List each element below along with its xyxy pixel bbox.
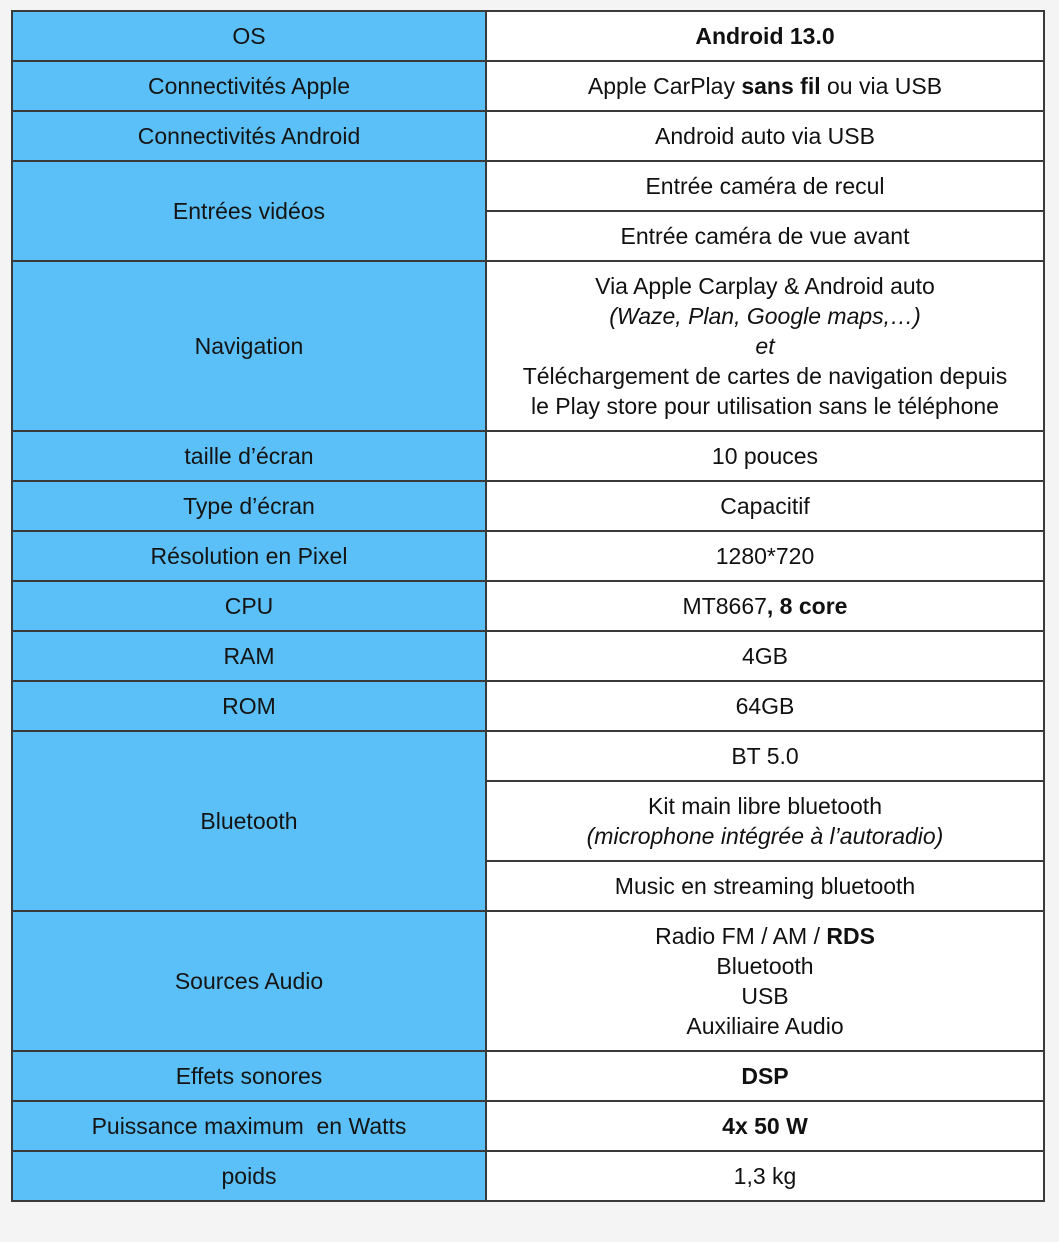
table-row	[12, 1101, 1044, 1151]
table-row	[12, 911, 1044, 1051]
table-row	[12, 1051, 1044, 1101]
spec-value-bluetooth-3: Music en streaming bluetooth	[486, 861, 1044, 911]
spec-label-weight: poids	[12, 1151, 486, 1201]
spec-label-cpu: CPU	[12, 581, 486, 631]
spec-label-ram: RAM	[12, 631, 486, 681]
spec-value-audio	[486, 911, 1044, 1051]
spec-label-android: Connectivités Android	[12, 111, 486, 161]
table-row	[12, 431, 1044, 481]
spec-label-rom: ROM	[12, 681, 486, 731]
spec-label-bluetooth: Bluetooth	[12, 731, 486, 911]
audio-line-4: Auxiliaire Audio	[686, 1013, 844, 1039]
table-row	[12, 531, 1044, 581]
audio-line-1	[495, 921, 1035, 951]
table-row	[12, 631, 1044, 681]
spec-value-navigation	[486, 261, 1044, 431]
spec-value-video-1: Entrée caméra de recul	[486, 161, 1044, 211]
table-row	[12, 481, 1044, 531]
navigation-line-4: Téléchargement de cartes de navigation depuis	[522, 363, 1008, 389]
table-row	[12, 1151, 1044, 1201]
spec-value-android: Android auto via USB	[486, 111, 1044, 161]
spec-value-bluetooth-2	[486, 781, 1044, 861]
table-row	[12, 11, 1044, 61]
spec-label-screen-size: taille d’écran	[12, 431, 486, 481]
table-row	[12, 681, 1044, 731]
navigation-line-5: le Play store pour utilisation sans le téléphone	[531, 393, 999, 419]
table-row	[12, 261, 1044, 431]
bluetooth-handsfree-line: Kit main libre bluetooth	[648, 793, 882, 819]
spec-value-cpu	[486, 581, 1044, 631]
apple-value-end: ou via USB	[820, 73, 943, 99]
spec-label-power: Puissance maximum en Watts	[12, 1101, 486, 1151]
cpu-value-bold: , 8 core	[766, 593, 848, 619]
spec-value-resolution: 1280*720	[486, 531, 1044, 581]
spec-label-resolution: Résolution en Pixel	[12, 531, 486, 581]
audio-line-3: USB	[741, 983, 789, 1009]
navigation-line-1: Via Apple Carplay & Android auto	[595, 273, 935, 299]
spec-label-audio: Sources Audio	[12, 911, 486, 1051]
audio-line-2: Bluetooth	[716, 953, 814, 979]
spec-value-bluetooth-1: BT 5.0	[486, 731, 1044, 781]
spec-label-os: OS	[12, 11, 486, 61]
cpu-value-start: MT8667	[682, 593, 767, 619]
apple-value-bold: sans fil	[741, 73, 821, 99]
spec-label-screen-type: Type d’écran	[12, 481, 486, 531]
table-row	[12, 111, 1044, 161]
audio-line-1-bold: RDS	[826, 923, 875, 949]
table-row	[12, 61, 1044, 111]
spec-label-video: Entrées vidéos	[12, 161, 486, 261]
spec-value-ram: 4GB	[486, 631, 1044, 681]
audio-line-1-start: Radio FM / AM /	[655, 923, 827, 949]
spec-label-navigation: Navigation	[12, 261, 486, 431]
spec-value-video-2: Entrée caméra de vue avant	[486, 211, 1044, 261]
spec-value-screen-size: 10 pouces	[486, 431, 1044, 481]
spec-label-apple: Connectivités Apple	[12, 61, 486, 111]
navigation-line-2: (Waze, Plan, Google maps,…)	[609, 303, 921, 329]
specs-table	[11, 10, 1045, 1202]
apple-value-start: Apple CarPlay	[587, 73, 742, 99]
spec-value-rom: 64GB	[486, 681, 1044, 731]
table-row	[12, 731, 1044, 781]
spec-value-apple	[486, 61, 1044, 111]
spec-value-power: 4x 50 W	[486, 1101, 1044, 1151]
bluetooth-microphone-line: (microphone intégrée à l’autoradio)	[586, 823, 944, 849]
table-row	[12, 581, 1044, 631]
spec-value-effects: DSP	[486, 1051, 1044, 1101]
spec-value-weight: 1,3 kg	[486, 1151, 1044, 1201]
spec-value-os: Android 13.0	[486, 11, 1044, 61]
spec-value-screen-type: Capacitif	[486, 481, 1044, 531]
spec-label-effects: Effets sonores	[12, 1051, 486, 1101]
navigation-line-3: et	[755, 333, 775, 359]
table-row	[12, 161, 1044, 211]
